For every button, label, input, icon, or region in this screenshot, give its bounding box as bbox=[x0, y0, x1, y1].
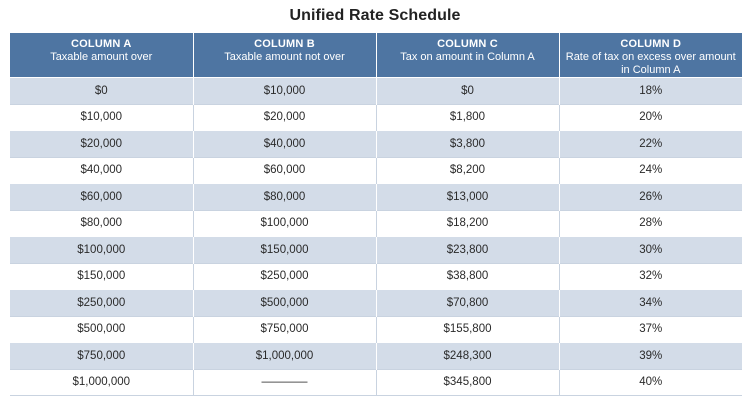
column-d-cell: 22% bbox=[559, 131, 742, 158]
column-a-cell: $40,000 bbox=[10, 157, 193, 184]
column-a-cell: $150,000 bbox=[10, 263, 193, 290]
column-b-header bbox=[193, 33, 376, 78]
column-c-cell: $1,800 bbox=[376, 104, 559, 131]
column-d-cell: 37% bbox=[559, 316, 742, 343]
column-b-subtitle: Taxable amount not over bbox=[224, 51, 345, 63]
column-c-title: COLUMN C bbox=[437, 38, 498, 50]
column-d-cell: 34% bbox=[559, 290, 742, 317]
table-row bbox=[10, 131, 742, 158]
column-c-cell: $23,800 bbox=[376, 237, 559, 264]
rate-schedule-table bbox=[10, 33, 742, 396]
column-a-cell: $750,000 bbox=[10, 343, 193, 370]
column-a-cell: $250,000 bbox=[10, 290, 193, 317]
table-row bbox=[10, 263, 742, 290]
column-d-cell: 20% bbox=[559, 104, 742, 131]
column-a-subtitle: Taxable amount over bbox=[50, 51, 153, 63]
table-row bbox=[10, 237, 742, 264]
column-d-title: COLUMN D bbox=[620, 38, 682, 50]
column-c-header bbox=[376, 33, 559, 78]
column-a-cell: $1,000,000 bbox=[10, 369, 193, 396]
column-a-cell: $10,000 bbox=[10, 104, 193, 131]
table-row bbox=[10, 210, 742, 237]
table-body bbox=[10, 78, 742, 396]
column-a-cell: $60,000 bbox=[10, 184, 193, 211]
column-c-cell: $13,000 bbox=[376, 184, 559, 211]
column-a-cell: $500,000 bbox=[10, 316, 193, 343]
table-row bbox=[10, 369, 742, 396]
column-c-cell: $155,800 bbox=[376, 316, 559, 343]
column-b-cell: $20,000 bbox=[193, 104, 376, 131]
table-row bbox=[10, 290, 742, 317]
column-b-cell: $60,000 bbox=[193, 157, 376, 184]
table-row bbox=[10, 157, 742, 184]
column-b-cell: $250,000 bbox=[193, 263, 376, 290]
column-c-cell: $18,200 bbox=[376, 210, 559, 237]
table-row bbox=[10, 343, 742, 370]
table-row bbox=[10, 316, 742, 343]
column-b-cell: ———— bbox=[193, 369, 376, 396]
column-c-cell: $248,300 bbox=[376, 343, 559, 370]
header-row bbox=[10, 33, 742, 78]
column-c-subtitle: Tax on amount in Column A bbox=[400, 51, 535, 63]
column-d-cell: 28% bbox=[559, 210, 742, 237]
column-b-title: COLUMN B bbox=[254, 38, 315, 50]
column-c-cell: $70,800 bbox=[376, 290, 559, 317]
column-d-cell: 26% bbox=[559, 184, 742, 211]
column-a-header bbox=[10, 33, 193, 78]
column-a-title: COLUMN A bbox=[71, 38, 132, 50]
table-row bbox=[10, 184, 742, 211]
column-c-cell: $8,200 bbox=[376, 157, 559, 184]
column-c-cell: $38,800 bbox=[376, 263, 559, 290]
column-b-cell: $40,000 bbox=[193, 131, 376, 158]
column-b-cell: $500,000 bbox=[193, 290, 376, 317]
column-a-cell: $0 bbox=[10, 78, 193, 105]
column-d-cell: 39% bbox=[559, 343, 742, 370]
column-b-cell: $80,000 bbox=[193, 184, 376, 211]
column-a-cell: $100,000 bbox=[10, 237, 193, 264]
column-d-cell: 40% bbox=[559, 369, 742, 396]
column-d-cell: 32% bbox=[559, 263, 742, 290]
column-b-cell: $750,000 bbox=[193, 316, 376, 343]
column-d-cell: 30% bbox=[559, 237, 742, 264]
table-row bbox=[10, 78, 742, 105]
table-row bbox=[10, 104, 742, 131]
column-d-cell: 24% bbox=[559, 157, 742, 184]
column-b-cell: $10,000 bbox=[193, 78, 376, 105]
column-b-cell: $100,000 bbox=[193, 210, 376, 237]
column-d-header bbox=[559, 33, 742, 78]
table-header bbox=[10, 33, 742, 78]
rate-table-container bbox=[10, 33, 742, 396]
column-b-cell: $1,000,000 bbox=[193, 343, 376, 370]
column-d-subtitle: Rate of tax on excess over amount in Column A bbox=[565, 51, 736, 76]
column-d-cell: 18% bbox=[559, 78, 742, 105]
column-a-cell: $20,000 bbox=[10, 131, 193, 158]
column-b-cell: $150,000 bbox=[193, 237, 376, 264]
page-title: Unified Rate Schedule bbox=[289, 7, 461, 24]
column-c-cell: $3,800 bbox=[376, 131, 559, 158]
column-a-cell: $80,000 bbox=[10, 210, 193, 237]
column-c-cell: $0 bbox=[376, 78, 559, 105]
column-c-cell: $345,800 bbox=[376, 369, 559, 396]
